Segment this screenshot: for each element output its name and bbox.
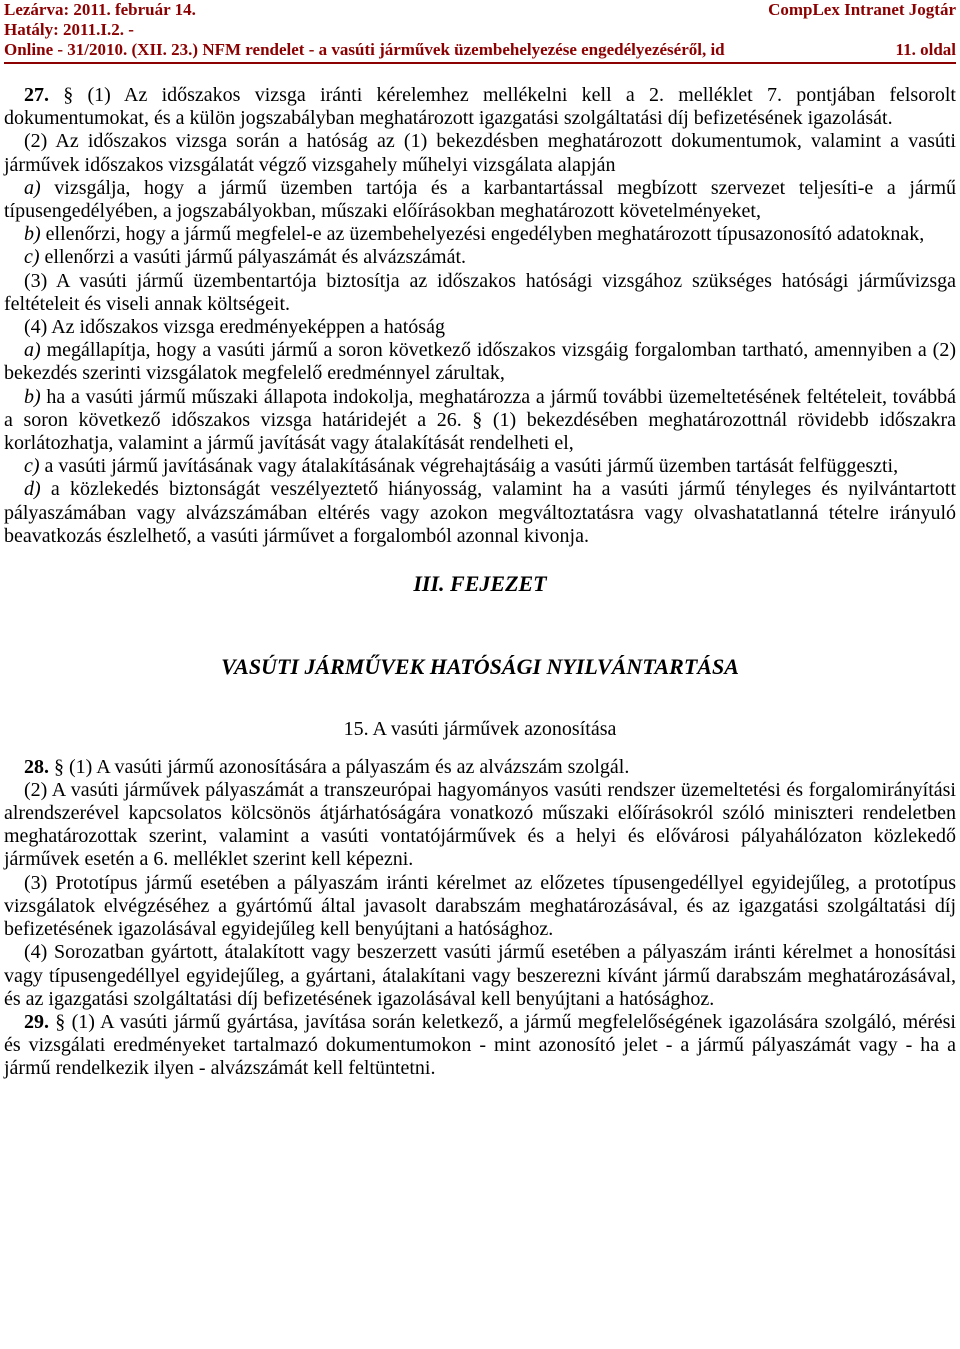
section-27-paragraph-3: (3) A vasúti jármű üzembentartója biztosítja az időszakos hatósági vizsgához szükséges hatósági járművizsga feltételeit és viseli annak költségeit. — [4, 269, 956, 315]
paragraph-text: § (1) A vasúti jármű azonosítására a pályaszám és az alvázszám szolgál. — [49, 755, 630, 778]
paragraph-text: § (1) Az időszakos vizsga iránti kérelemhez mellékelni kell a 2. melléklet 7. pontjában felsorolt dokumentumokat, és a külön jogszabályban meghatározott igazgatási szolgáltatási díj befizetésének igazolását. — [4, 84, 956, 130]
point-text: ellenőrzi, hogy a jármű megfelel-e az üzembehelyezési engedélyben meghatározott típusazonosító adatoknak, — [40, 223, 925, 246]
point-2a — [4, 177, 956, 223]
section-28-paragraph-3: (3) Prototípus jármű esetében a pályaszám iránti kérelmet az előzetes típusengedéllyel egyidejűleg, a prototípus vizsgálatok elvégzéséhez a gyártómű által javasolt darabszám meghatározásával, és az igazgatási szolgáltatási díj befizetésének igazolásával egyidejűleg kell benyújtani a hatósághoz. — [4, 871, 956, 941]
document-reference-line — [4, 40, 956, 60]
header-left — [4, 0, 196, 40]
point-label: c) — [24, 455, 40, 478]
point-4d — [4, 478, 956, 548]
page-header — [4, 0, 956, 62]
point-label: a) — [24, 339, 41, 362]
section-27-paragraph-2: (2) Az időszakos vizsga során a hatóság az (1) bekezdésben meghatározott dokumentumok, valamint a vasúti járművek időszakos vizsgálatát végző vizsgahely műhelyi vizsgálata alapján — [4, 130, 956, 176]
point-label: a) — [24, 176, 41, 199]
chapter-title: VASÚTI JÁRMŰVEK HATÓSÁGI NYILVÁNTARTÁSA — [221, 654, 739, 680]
section-28-paragraph-2: (2) A vasúti járművek pályaszámát a transzeurópai hagyományos vasúti rendszer üzemeltetési és forgalomirányítási alrendszerével kapcsolatos kölcsönös átjárhatóságára vonatkozó műszaki előírásokról szóló miniszteri rendeletben meghatározottak szerint, valamint a vasúti vontatójárművek és a helyi és elővárosi pályahálózaton közlekedő járművek esetén a 6. melléklet szerint kell képezni. — [4, 778, 956, 871]
point-label: b) — [24, 385, 41, 408]
section-number: 29. — [24, 1010, 49, 1033]
point-2c — [4, 246, 956, 269]
section-28-paragraph-4: (4) Sorozatban gyártott, átalakított vagy beszerzett vasúti jármű esetében a pályaszám iránti kérelmet a honosítási vagy típusengedéllyel egyidejűleg, a gyártani, átalakítani vagy beszerezni kívánt jármű darabszám meghatározásával, és az igazgatási szolgáltatási díj befizetésének igazolásával kell benyújtani a hatósághoz. — [4, 941, 956, 1010]
document-body — [4, 84, 956, 1081]
subchapter-title: 15. A vasúti járművek azonosítása — [343, 718, 617, 741]
effective-date: Hatály: 2011.I.2. - — [4, 20, 134, 39]
section-27-paragraph-1 — [4, 84, 956, 130]
point-text: megállapítja, hogy a vasúti jármű a soron következő időszakos vizsgáig forgalomban tartható, amennyiben a (2) bekezdés szerinti vizsgálatok megfelelő eredménnyel zárultak, — [4, 339, 956, 385]
point-label: d) — [24, 478, 41, 501]
section-number: 27. — [24, 84, 49, 106]
section-29-paragraph-1 — [4, 1011, 956, 1081]
section-number: 28. — [24, 755, 49, 778]
point-2b — [4, 223, 956, 246]
point-text: a közlekedés biztonságát veszélyeztető hiányosság, valamint ha a vasúti jármű tényleges és nyilvántartott pályaszámában vagy alvázszámában eltérés vagy azokon megváltoztatásra vagy olvashatatlanná tételre irányuló beavatkozás észlelhető, a vasúti járművet a forgalomból azonnal kivonja. — [4, 478, 956, 547]
chapter-heading: III. FEJEZET — [413, 571, 547, 597]
page-number: 11. oldal — [895, 40, 956, 59]
point-4a — [4, 339, 956, 385]
section-28-paragraph-1 — [4, 756, 956, 779]
point-4b — [4, 386, 956, 456]
point-text: ellenőrzi a vasúti jármű pályaszámát és alvázszámát. — [39, 246, 467, 269]
section-27-paragraph-4: (4) Az időszakos vizsga eredményeképpen a hatóság — [24, 316, 445, 339]
closing-date: Lezárva: 2011. február 14. — [4, 0, 196, 19]
point-text: vizsgálja, hogy a jármű üzemben tartója és a karbantartással megbízott szervezet teljesíti-e a jármű típusengedélyében, a jogszabályokban, műszaki előírásokban meghatározott követelményeket, — [4, 176, 956, 223]
point-4c — [4, 455, 956, 478]
point-label: c) — [24, 246, 40, 269]
point-text: a vasúti jármű javításának vagy átalakításának végrehajtásáig a vasúti jármű üzemben tartását felfüggeszti, — [39, 455, 899, 478]
point-text: ha a vasúti jármű műszaki állapota indokolja, meghatározza a jármű további üzemeltetésének feltételeit, továbbá a soron következő időszakos vizsga határidejét a 26. § (1) bekezdésében meghatározottnál rövidebb időszakra korlátozhatja, valamint a jármű javítását vagy átalakítását rendelheti el, — [4, 385, 956, 455]
paragraph-text: § (1) A vasúti jármű gyártása, javítása során keletkező, a jármű megfelelőségének igazolására szolgáló, mérési és vizsgálati eredményeket tartalmazó dokumentumokon - mint azonosító jelet - a jármű pályaszámát vagy - ha a jármű rendelkezik ilyen - alvázszámát kell feltüntetni. — [4, 1010, 956, 1080]
header-divider — [4, 62, 956, 64]
document-reference: Online - 31/2010. (XII. 23.) NFM rendelet - a vasúti járművek üzembehelyezése engedélyezéséről, id — [4, 40, 725, 59]
point-label: b) — [24, 223, 41, 246]
publisher-name: CompLex Intranet Jogtár — [768, 0, 956, 19]
header-right — [768, 0, 956, 20]
